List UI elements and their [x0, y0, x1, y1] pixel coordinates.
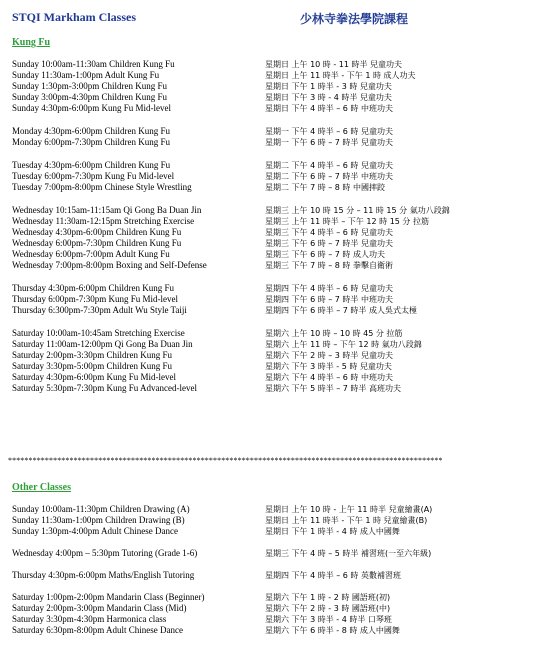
class-time-chinese: 星期二 下午 6 時 – 7 時半 中班功夫	[265, 172, 393, 181]
schedule-row	[12, 249, 552, 260]
schedule-row	[12, 592, 552, 603]
class-time-chinese: 星期日 下午 1 時半 - 3 時 兒童功夫	[265, 82, 392, 91]
class-time-english: Saturday 3:30pm-4:30pm Harmonica class	[12, 614, 167, 624]
class-time-english: Thursday 4:30pm-6:00pm Children Kung Fu	[12, 283, 174, 293]
class-time-chinese: 星期四 下午 4 時半 – 6 時 英數補習班	[265, 571, 401, 580]
class-time-english: Thursday 6:00pm-7:30pm Kung Fu Mid-level	[12, 294, 178, 304]
class-time-english: Saturday 3:30pm-5:00pm Children Kung Fu	[12, 361, 172, 371]
class-time-english: Saturday 10:00am-10:45am Stretching Exercise	[12, 328, 185, 338]
class-time-chinese: 星期日 上午 11 時半 - 下午 1 時 兒童繪畫(B)	[265, 516, 428, 525]
schedule-group	[12, 570, 552, 581]
schedule-row	[12, 205, 552, 216]
class-time-english: Sunday 11:30am-1:00pm Children Drawing (B)	[12, 515, 185, 525]
schedule-group	[12, 504, 552, 537]
class-time-chinese: 星期六 下午 2 時 – 3 時半 兒童功夫	[265, 351, 393, 360]
class-time-english: Saturday 1:00pm-2:00pm Mandarin Class (Beginner)	[12, 592, 205, 602]
class-time-chinese: 星期六 下午 5 時半 – 7 時半 高班功夫	[265, 384, 401, 393]
schedule-row	[12, 603, 552, 614]
class-time-english: Saturday 2:00pm-3:00pm Mandarin Class (Mid)	[12, 603, 187, 613]
class-time-english: Thursday 6:300pm-7:30pm Adult Wu Style Taiji	[12, 305, 187, 315]
class-time-english: Saturday 5:30pm-7:30pm Kung Fu Advanced-level	[12, 383, 197, 393]
class-time-chinese: 星期一 下午 4 時半 – 6 時 兒童功夫	[265, 127, 393, 136]
class-time-chinese: 星期六 下午 6 時半 - 8 時 成人中國舞	[265, 626, 400, 635]
schedule-group	[12, 592, 552, 636]
class-time-english: Wednesday 4:30pm-6:00pm Children Kung Fu	[12, 227, 182, 237]
class-time-english: Sunday 1:30pm-4:00pm Adult Chinese Dance	[12, 526, 178, 536]
schedule-row	[12, 126, 552, 137]
page-title-english: STQI Markham Classes	[12, 10, 137, 24]
schedule-group	[12, 59, 552, 114]
schedule-row	[12, 171, 552, 182]
class-time-english: Saturday 11:00am-12:00pm Qi Gong Ba Duan Jin	[12, 339, 193, 349]
class-time-chinese: 星期日 下午 3 時 - 4 時半 兒童功夫	[265, 93, 392, 102]
schedule-row	[12, 504, 552, 515]
schedule-row	[12, 383, 552, 394]
schedule-group	[12, 283, 552, 316]
schedule-row	[12, 614, 552, 625]
class-time-english: Saturday 6:30pm-8:00pm Adult Chinese Dance	[12, 625, 183, 635]
schedule-group	[12, 126, 552, 148]
schedule-row	[12, 92, 552, 103]
schedule-row	[12, 283, 552, 294]
class-time-chinese: 星期日 下午 1 時半 - 4 時 成人中國舞	[265, 527, 400, 536]
class-time-english: Tuesday 7:00pm-8:00pm Chinese Style Wrestling	[12, 182, 192, 192]
class-time-chinese: 星期三 下午 7 時 – 8 時 拳擊自衛術	[265, 261, 393, 270]
schedule-row	[12, 238, 552, 249]
class-time-chinese: 星期三 上午 11 時半 – 下午 12 時 15 分 拉筋	[265, 217, 429, 226]
schedule-row	[12, 339, 552, 350]
class-time-english: Sunday 10:00am-11:30pm Children Drawing (A)	[12, 504, 190, 514]
class-time-chinese: 星期四 下午 6 時半 – 7 時半 成人吳式太極	[265, 306, 417, 315]
class-time-chinese: 星期日 上午 10 時 - 上午 11 時半 兒童繪畫(A)	[265, 505, 433, 514]
class-time-english: Wednesday 7:00pm-8:00pm Boxing and Self-Defense	[12, 260, 207, 270]
schedule-row	[12, 305, 552, 316]
class-time-english: Wednesday 10:15am-11:15am Qi Gong Ba Duan Jin	[12, 205, 202, 215]
other-classes-heading: Other Classes	[12, 482, 71, 493]
class-time-english: Sunday 3:00pm-4:30pm Children Kung Fu	[12, 92, 167, 102]
class-time-english: Saturday 2:00pm-3:30pm Children Kung Fu	[12, 350, 172, 360]
schedule-row	[12, 216, 552, 227]
schedule-row	[12, 81, 552, 92]
class-time-chinese: 星期三 下午 4 時 – 5 時半 補習班(一至六年級)	[265, 549, 432, 558]
schedule-row	[12, 372, 552, 383]
class-time-chinese: 星期二 下午 7 時 – 8 時 中國摔跤	[265, 183, 385, 192]
section-divider: **********************************************************************************************************	[8, 456, 443, 465]
schedule-row	[12, 160, 552, 171]
schedule-row	[12, 294, 552, 305]
schedule-group	[12, 160, 552, 193]
schedule-row	[12, 526, 552, 537]
schedule-row	[12, 260, 552, 271]
other-classes-schedule	[12, 504, 552, 636]
schedule-row	[12, 137, 552, 148]
class-time-english: Saturday 4:30pm-6:00pm Kung Fu Mid-level	[12, 372, 176, 382]
class-time-english: Sunday 1:30pm-3:00pm Children Kung Fu	[12, 81, 167, 91]
schedule-row	[12, 515, 552, 526]
schedule-row	[12, 59, 552, 70]
schedule-row	[12, 227, 552, 238]
class-time-chinese: 星期四 下午 4 時半 – 6 時 兒童功夫	[265, 284, 393, 293]
schedule-group	[12, 548, 552, 559]
schedule-row	[12, 182, 552, 193]
kung-fu-schedule	[12, 59, 552, 394]
class-time-english: Thursday 4:30pm-6:00pm Maths/English Tutoring	[12, 570, 195, 580]
class-time-chinese: 星期六 下午 2 時 - 3 時 國語班(中)	[265, 604, 391, 613]
class-time-english: Wednesday 4:00pm – 5:30pm Tutoring (Grade 1-6)	[12, 548, 198, 558]
schedule-group	[12, 205, 552, 271]
class-time-chinese: 星期日 上午 10 時 - 11 時半 兒童功夫	[265, 60, 403, 69]
class-time-english: Sunday 10:00am-11:30am Children Kung Fu	[12, 59, 175, 69]
class-time-english: Sunday 11:30am-1:00pm Adult Kung Fu	[12, 70, 160, 80]
class-time-chinese: 星期六 下午 3 時半 - 4 時半 口琴班	[265, 615, 392, 624]
schedule-row	[12, 625, 552, 636]
class-time-chinese: 星期六 下午 1 時 - 2 時 國語班(初)	[265, 593, 391, 602]
class-time-chinese: 星期六 上午 11 時 – 下午 12 時 氣功八段錦	[265, 340, 422, 349]
class-time-english: Wednesday 6:00pm-7:30pm Children Kung Fu	[12, 238, 182, 248]
class-time-chinese: 星期四 下午 6 時 – 7 時半 中班功夫	[265, 295, 393, 304]
class-time-chinese: 星期日 上午 11 時半 - 下午 1 時 成人功夫	[265, 71, 416, 80]
class-time-chinese: 星期六 下午 3 時半 - 5 時 兒童功夫	[265, 362, 392, 371]
schedule-row	[12, 103, 552, 114]
schedule-row	[12, 70, 552, 81]
class-time-chinese: 星期三 上午 10 時 15 分 – 11 時 15 分 氣功八段錦	[265, 206, 450, 215]
kung-fu-heading: Kung Fu	[12, 37, 51, 48]
schedule-row	[12, 328, 552, 339]
class-time-chinese: 星期三 下午 4 時半 – 6 時 兒童功夫	[265, 228, 393, 237]
class-time-chinese: 星期六 上午 10 時 – 10 時 45 分 拉筋	[265, 329, 403, 338]
class-time-chinese: 星期六 下午 4 時半 – 6 時 中班功夫	[265, 373, 393, 382]
class-time-english: Tuesday 4:30pm-6:00pm Children Kung Fu	[12, 160, 171, 170]
schedule-row	[12, 548, 552, 559]
class-time-english: Monday 4:30pm-6:00pm Children Kung Fu	[12, 126, 170, 136]
class-time-chinese: 星期三 下午 6 時 – 7 時 成人功夫	[265, 250, 385, 259]
class-time-english: Tuesday 6:00pm-7:30pm Kung Fu Mid-level	[12, 171, 175, 181]
class-time-english: Wednesday 11:30am-12:15pm Stretching Exercise	[12, 216, 195, 226]
class-time-english: Wednesday 6:00pm-7:00pm Adult Kung Fu	[12, 249, 170, 259]
class-time-chinese: 星期二 下午 4 時半 – 6 時 兒童功夫	[265, 161, 393, 170]
schedule-group	[12, 328, 552, 394]
class-time-english: Sunday 4:30pm-6:00pm Kung Fu Mid-level	[12, 103, 171, 113]
class-time-english: Monday 6:00pm-7:30pm Children Kung Fu	[12, 137, 170, 147]
page-title-chinese: 少林寺拳法學院課程	[300, 12, 409, 26]
schedule-row	[12, 570, 552, 581]
schedule-row	[12, 361, 552, 372]
class-time-chinese: 星期三 下午 6 時 – 7 時半 兒童功夫	[265, 239, 393, 248]
class-time-chinese: 星期一 下午 6 時 – 7 時半 兒童功夫	[265, 138, 393, 147]
class-time-chinese: 星期日 下午 4 時半 – 6 時 中班功夫	[265, 104, 393, 113]
schedule-row	[12, 350, 552, 361]
